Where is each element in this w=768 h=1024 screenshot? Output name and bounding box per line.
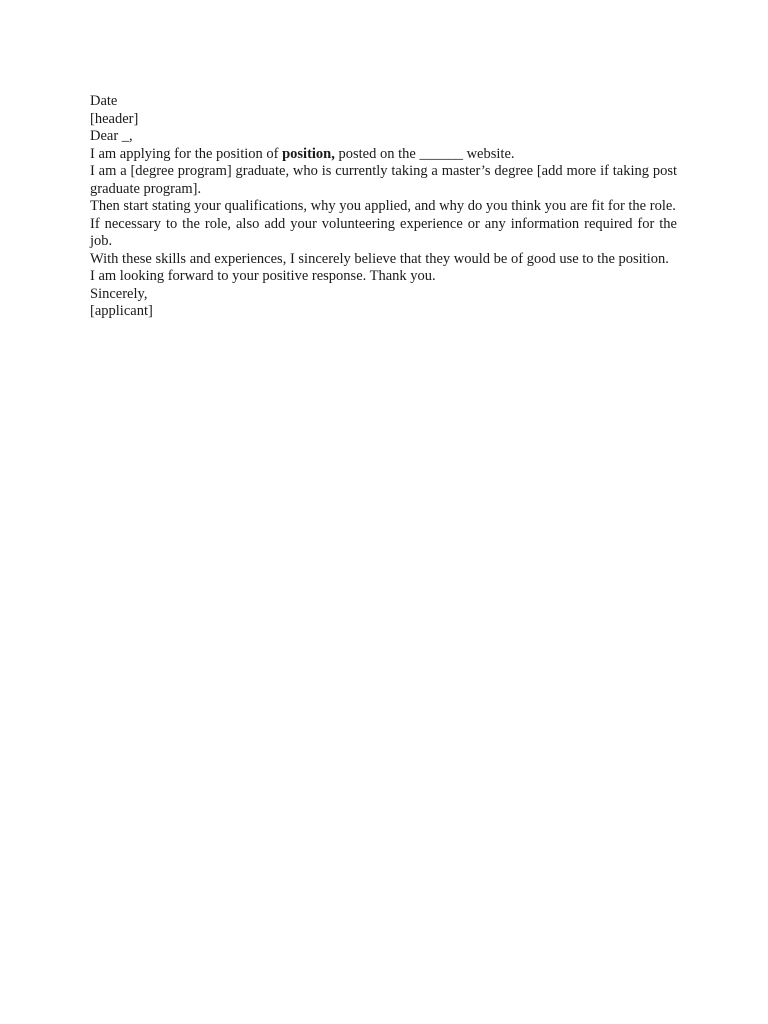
paragraph-skills: With these skills and experiences, I sincerely believe that they would be of good use to the position. [90, 250, 669, 267]
letter-salutation: Dear _, [90, 128, 133, 144]
paragraph-qualifications: Then start stating your qualifications, why you applied, and why do you think you are fit for the role. [90, 198, 676, 214]
position-bold-text: position, [282, 145, 335, 162]
paragraph-volunteering: If necessary to the role, also add your volunteering experience or any information required for the job. [90, 215, 677, 249]
cover-letter [90, 93, 677, 321]
paragraph-position-after: posted on the ______ website. [334, 145, 515, 162]
letter-signature: [applicant] [90, 303, 153, 319]
letter-header: [header] [90, 110, 139, 127]
paragraph-thanks: I am looking forward to your positive response. Thank you. [90, 268, 436, 284]
paragraph-position-before: I am applying for the position of [90, 145, 283, 162]
letter-date: Date [90, 93, 118, 109]
letter-signoff: Sincerely, [90, 285, 148, 302]
paragraph-degree: I am a [degree program] graduate, who is currently taking a master’s degree [add more if taking post graduate program]. [90, 163, 677, 197]
paragraph-position [90, 146, 677, 164]
